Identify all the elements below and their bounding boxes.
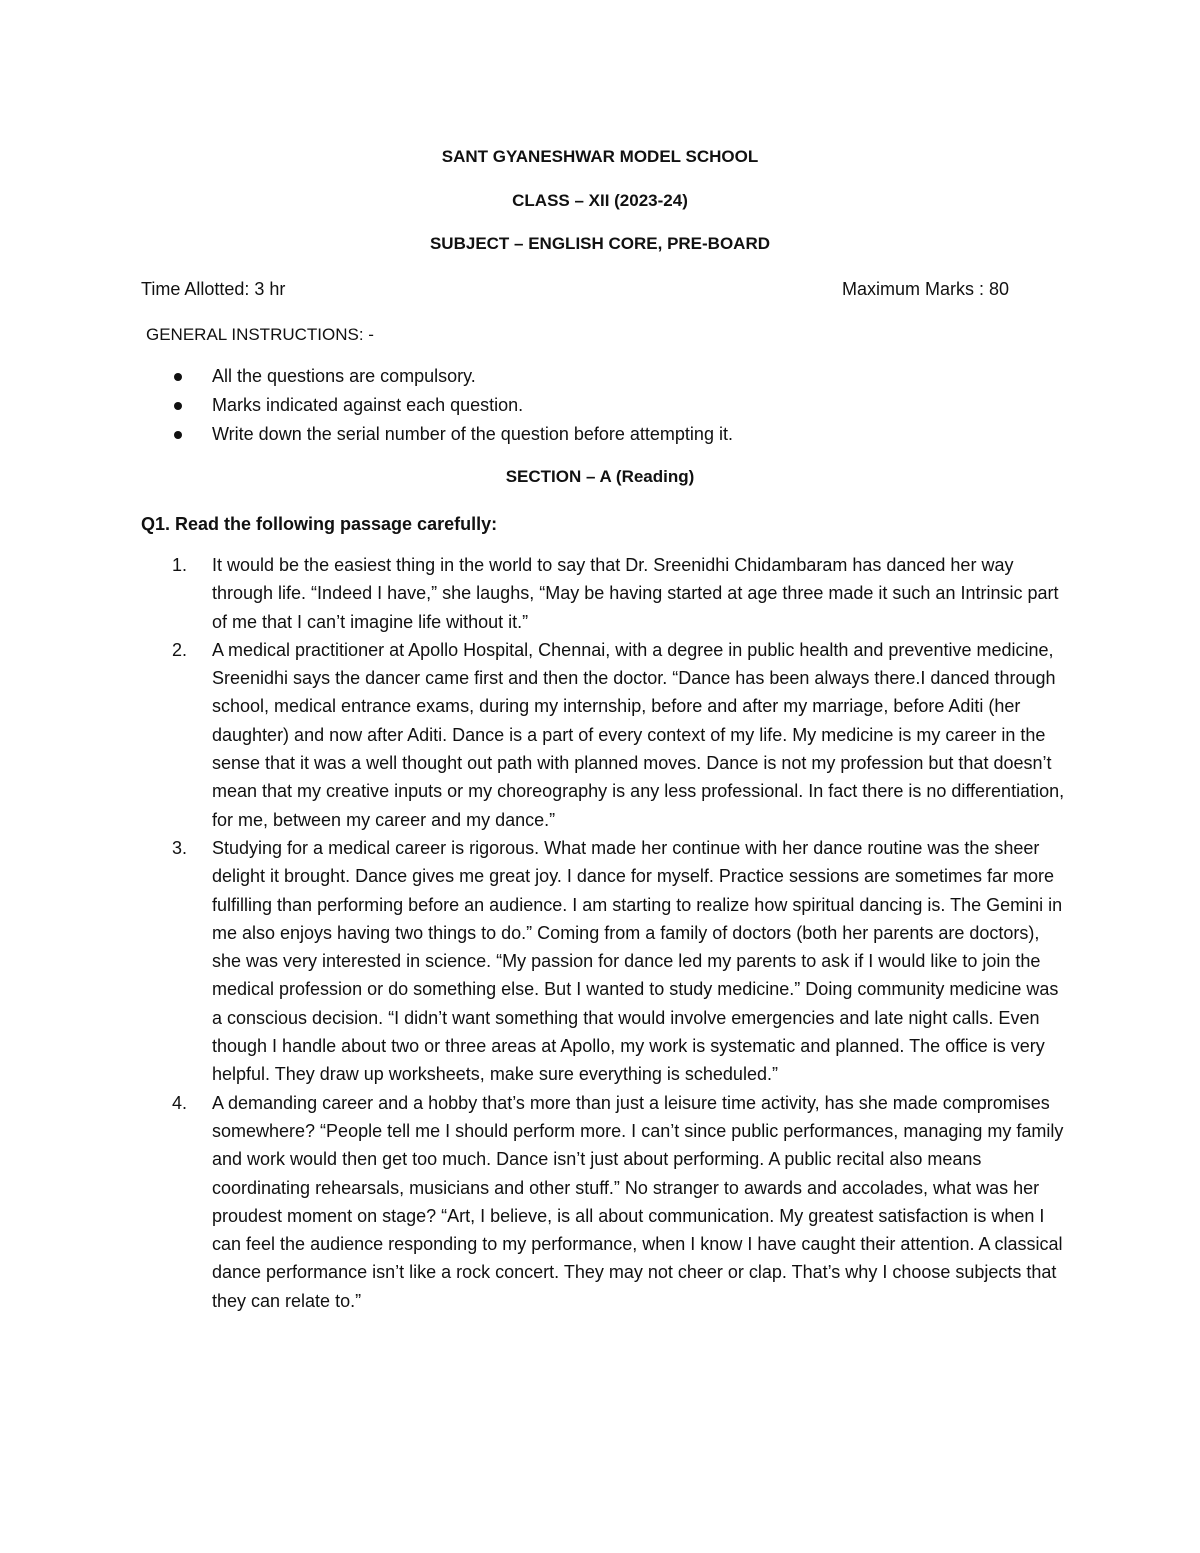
paragraph-number: 1. <box>172 555 188 575</box>
list-item <box>170 364 733 393</box>
paragraph-number: 2. <box>172 639 188 660</box>
bullet-icon <box>174 431 182 439</box>
section-title: SECTION – A (Reading) <box>505 467 695 486</box>
paragraph-text: A medical practitioner at Apollo Hospital, Chennai, with a degree in public health and preventive medicine, Sreenidhi says the dancer came first and then the doctor. “Dance has been always there.I danced through school, medical entrance exams, during my internship, before and after my marriage, before Aditi (her daughter) and now after Aditi. Dance is a part of every context of my life. My medicine is my career in the sense that it was a well thought out path with planned moves. Dance is not my profession but that doesn’t mean that my creative inputs or my choreography is any less professional. In fact there is no differentiation, for me, between my career and my dance.” <box>212 639 1065 830</box>
passage-paragraph <box>172 1089 1072 1315</box>
general-instructions-title: GENERAL INSTRUCTIONS: - <box>146 325 374 344</box>
paragraph-number: 4. <box>172 1092 188 1113</box>
question-title: Q1. Read the following passage carefully: <box>141 514 498 534</box>
paragraph-text: A demanding career and a hobby that’s more than just a leisure time activity, has she made compromises somewhere? “People tell me I should perform more. I can’t since public performances, managing my family and work would then get too much. Dance isn’t just about performing. A public recital also means coordinating rehearsals, musicians and other stuff.” No stranger to awards and accolades, what was her proudest moment on stage? “Art, I believe, is all about communication. My greatest satisfaction is when I can feel the audience responding to my performance, when I know I have caught their attention. A classical dance performance isn’t like a rock concert. They may not cheer or clap. That’s why I choose subjects that they can relate to.” <box>212 1092 1064 1311</box>
paragraph-text: Studying for a medical career is rigorous. What made her continue with her dance routine was the sheer delight it brought. Dance gives me great joy. I dance for myself. Practice sessions are sometimes far more fulfilling than performing before an audience. I am starting to realize how spiritual dancing is. The Gemini in me also enjoys having two things to do.” Coming from a family of doctors (both her parents are doctors), she was very interested in science. “My passion for dance led my parents to ask if I would like to join the medical profession or do something else. But I wanted to study medicine.” Doing community medicine was a conscious decision. “I didn’t want something that would involve emergencies and late night calls. Even though I handle about two or three areas at Apollo, my work is systematic and planned. The office is very helpful. They draw up worksheets, make sure everything is scheduled.” <box>212 837 1063 1085</box>
instructions-list <box>170 364 733 451</box>
list-item <box>170 393 733 422</box>
passage-paragraph <box>172 551 1072 636</box>
subject-title: SUBJECT – ENGLISH CORE, PRE-BOARD <box>429 234 771 253</box>
time-allotted: Time Allotted: 3 hr <box>141 279 286 299</box>
bullet-icon <box>174 402 182 410</box>
paragraph-number: 3. <box>172 837 188 858</box>
school-name: SANT GYANESHWAR MODEL SCHOOL <box>441 147 759 166</box>
instruction-text: Write down the serial number of the question before attempting it. <box>212 424 733 444</box>
instruction-text: All the questions are compulsory. <box>212 366 476 386</box>
paragraph-text: It would be the easiest thing in the world to say that Dr. Sreenidhi Chidambaram has danced her way through life. “Indeed I have,” she laughs, “May be having started at age three made it such an Intrinsic part of me that I can’t imagine life without it.” <box>212 555 1059 632</box>
passage-paragraph <box>172 636 1072 834</box>
class-title: CLASS – XII (2023-24) <box>512 191 688 210</box>
list-item <box>170 422 733 451</box>
passage-list <box>172 551 1072 1315</box>
maximum-marks: Maximum Marks : 80 <box>842 279 1010 299</box>
passage-paragraph <box>172 834 1072 1089</box>
instruction-text: Marks indicated against each question. <box>212 395 524 415</box>
bullet-icon <box>174 373 182 381</box>
